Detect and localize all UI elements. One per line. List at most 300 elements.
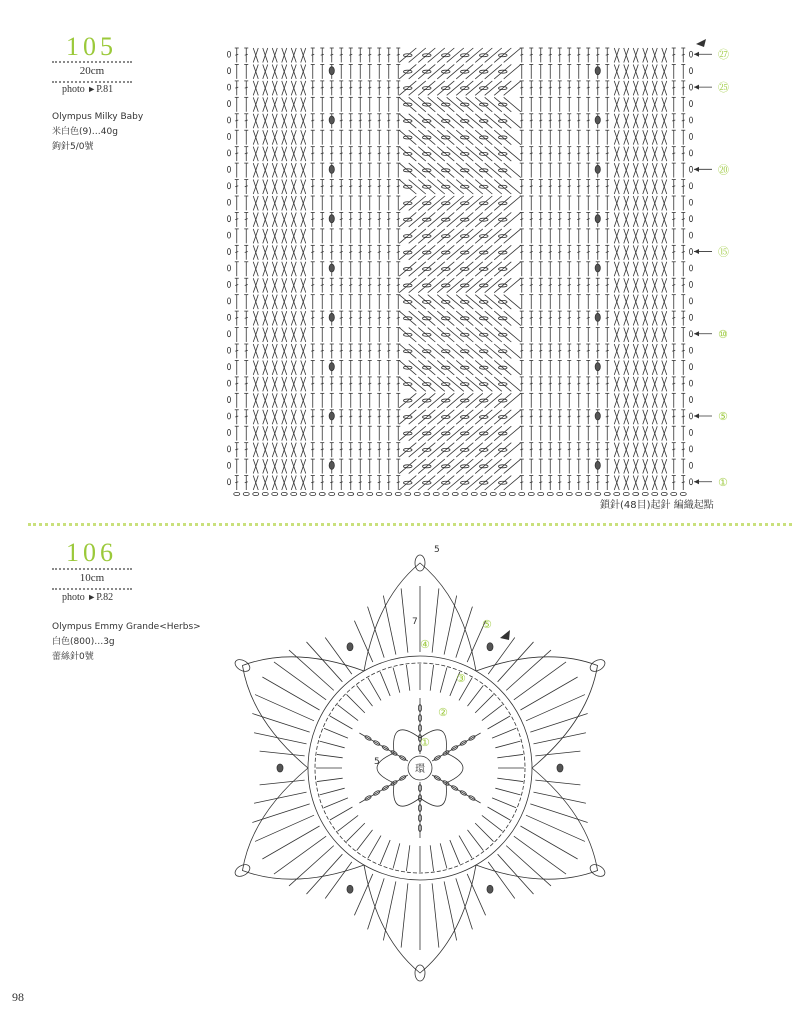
cable-stitch xyxy=(494,426,511,440)
row-arrowhead xyxy=(694,331,699,336)
cable-stitch xyxy=(428,278,445,292)
cable-stitch xyxy=(466,48,483,62)
double-crochet-mark xyxy=(387,153,390,154)
double-crochet-mark xyxy=(596,350,599,351)
double-crochet-mark xyxy=(387,186,390,187)
double-crochet xyxy=(368,878,385,929)
double-crochet-mark xyxy=(568,252,571,253)
pattern-105-chart xyxy=(226,38,746,504)
double-crochet-mark xyxy=(321,120,324,121)
double-crochet-mark xyxy=(558,153,561,154)
double-crochet xyxy=(535,751,580,756)
double-crochet-mark xyxy=(539,350,542,351)
double-crochet-mark xyxy=(682,120,685,121)
turning-chain xyxy=(227,479,230,485)
cable-stitch xyxy=(504,212,521,226)
cable-stitch xyxy=(409,212,426,226)
double-crochet-mark xyxy=(558,416,561,417)
double-crochet-mark xyxy=(539,317,542,318)
double-crochet-mark xyxy=(235,186,238,187)
cable-stitch xyxy=(456,476,473,490)
cable-stitch xyxy=(475,360,492,374)
double-crochet-mark xyxy=(549,153,552,154)
double-crochet-mark xyxy=(368,87,371,88)
round-label: ③ xyxy=(456,672,466,685)
cable-stitch xyxy=(456,410,473,424)
cable-stitch xyxy=(504,245,521,259)
double-crochet-mark xyxy=(397,153,400,154)
cable-stitch xyxy=(466,114,483,128)
double-crochet-mark xyxy=(587,219,590,220)
cable-stitch xyxy=(418,97,435,111)
double-crochet-mark xyxy=(520,482,523,483)
double-crochet-mark xyxy=(558,120,561,121)
double-crochet-mark xyxy=(672,383,675,384)
cable-stitch xyxy=(494,245,511,259)
cable-stitch xyxy=(409,48,426,62)
double-crochet xyxy=(492,798,516,808)
double-crochet xyxy=(317,754,343,757)
double-crochet-mark xyxy=(520,186,523,187)
double-crochet-mark xyxy=(368,416,371,417)
cable-stitch xyxy=(456,459,473,473)
double-crochet-mark xyxy=(587,482,590,483)
bobble-stitch xyxy=(329,67,334,75)
bobble-stitch xyxy=(595,363,600,371)
double-crochet-mark xyxy=(340,482,343,483)
cable-stitch xyxy=(475,393,492,407)
header-dotted-line xyxy=(52,568,132,570)
cable-stitch xyxy=(504,196,521,210)
double-crochet-mark xyxy=(245,482,248,483)
double-crochet-mark xyxy=(577,252,580,253)
double-crochet-mark xyxy=(520,87,523,88)
cable-stitch xyxy=(466,476,483,490)
cable-stitch xyxy=(466,180,483,194)
double-crochet-mark xyxy=(587,317,590,318)
end-marker-icon xyxy=(696,39,706,47)
arrow-right-icon: ► xyxy=(87,84,97,94)
cable-stitch xyxy=(399,377,416,391)
yarn-name: Olympus Emmy Grande<Herbs> xyxy=(52,622,201,632)
turning-chain xyxy=(689,397,692,403)
spoke-stitch xyxy=(432,733,480,761)
double-crochet-mark xyxy=(539,219,542,220)
double-crochet-mark xyxy=(311,120,314,121)
double-crochet-mark xyxy=(311,317,314,318)
double-crochet-mark xyxy=(549,219,552,220)
double-crochet-mark xyxy=(577,54,580,55)
cable-stitch xyxy=(475,114,492,128)
cable-stitch xyxy=(428,377,445,391)
cable-stitch xyxy=(485,229,502,243)
cable-stitch xyxy=(466,393,483,407)
double-crochet-mark xyxy=(682,54,685,55)
double-crochet-mark xyxy=(235,383,238,384)
double-crochet-mark xyxy=(682,482,685,483)
turning-chain xyxy=(227,68,230,74)
double-crochet-mark xyxy=(606,252,609,253)
double-crochet-mark xyxy=(596,449,599,450)
double-crochet-mark xyxy=(311,284,314,285)
double-crochet-mark xyxy=(368,252,371,253)
double-crochet xyxy=(337,815,358,831)
double-crochet-mark xyxy=(577,350,580,351)
double-crochet-mark xyxy=(235,153,238,154)
double-crochet-mark xyxy=(520,153,523,154)
cable-stitch xyxy=(494,393,511,407)
double-crochet-mark xyxy=(311,219,314,220)
double-crochet-mark xyxy=(549,416,552,417)
photo-page: P.81 xyxy=(96,84,114,95)
cable-stitch xyxy=(447,48,464,62)
cable-stitch xyxy=(428,245,445,259)
cable-stitch xyxy=(437,360,454,374)
double-crochet-mark xyxy=(340,87,343,88)
cable-stitch xyxy=(418,180,435,194)
cable-stitch xyxy=(456,393,473,407)
cable-stitch xyxy=(485,393,502,407)
cable-stitch xyxy=(399,147,416,161)
cable-stitch xyxy=(466,130,483,144)
double-crochet-mark xyxy=(387,87,390,88)
turning-chain xyxy=(689,199,692,205)
double-crochet-mark xyxy=(359,219,362,220)
bobble-stitch xyxy=(329,461,334,469)
double-crochet-mark xyxy=(387,317,390,318)
cable-stitch xyxy=(399,295,416,309)
double-crochet-mark xyxy=(568,120,571,121)
double-crochet xyxy=(444,881,457,940)
cable-stitch xyxy=(466,459,483,473)
cable-stitch xyxy=(466,278,483,292)
cable-stitch xyxy=(399,212,416,226)
turning-chain xyxy=(227,166,230,172)
cable-stitch xyxy=(447,180,464,194)
double-crochet-mark xyxy=(558,482,561,483)
double-crochet-mark xyxy=(558,317,561,318)
double-crochet-mark xyxy=(549,87,552,88)
double-crochet-mark xyxy=(330,284,333,285)
double-crochet xyxy=(346,694,364,712)
double-crochet-mark xyxy=(340,186,343,187)
double-crochet-mark xyxy=(596,186,599,187)
cable-stitch xyxy=(418,278,435,292)
double-crochet-mark xyxy=(321,87,324,88)
cable-stitch xyxy=(428,393,445,407)
cable-stitch xyxy=(456,97,473,111)
double-crochet xyxy=(393,668,400,693)
double-crochet-mark xyxy=(682,252,685,253)
cable-stitch xyxy=(418,245,435,259)
double-crochet-mark xyxy=(359,482,362,483)
double-crochet-mark xyxy=(539,416,542,417)
cable-stitch xyxy=(418,196,435,210)
cable-stitch xyxy=(409,180,426,194)
double-crochet-mark xyxy=(245,186,248,187)
turning-chain xyxy=(689,380,692,386)
double-crochet-mark xyxy=(539,252,542,253)
cable-stitch xyxy=(409,311,426,325)
cable-stitch xyxy=(475,180,492,194)
cable-stitch xyxy=(399,97,416,111)
double-crochet-mark xyxy=(577,449,580,450)
double-crochet-mark xyxy=(378,219,381,220)
double-crochet xyxy=(260,780,305,785)
double-crochet-mark xyxy=(587,54,590,55)
double-crochet-mark xyxy=(606,219,609,220)
cable-stitch xyxy=(475,245,492,259)
cable-stitch xyxy=(409,426,426,440)
double-crochet xyxy=(482,705,503,721)
double-crochet-mark xyxy=(606,383,609,384)
double-crochet-mark xyxy=(520,350,523,351)
arrow-right-icon: ► xyxy=(87,592,97,602)
pattern-105-caption: 鎖針(48目)起針 編織起點 xyxy=(600,500,714,511)
cable-stitch xyxy=(485,295,502,309)
cable-stitch xyxy=(494,163,511,177)
double-crochet-mark xyxy=(340,120,343,121)
cable-stitch xyxy=(437,377,454,391)
double-crochet-mark xyxy=(672,186,675,187)
double-crochet-mark xyxy=(378,317,381,318)
cable-stitch xyxy=(437,114,454,128)
double-crochet-mark xyxy=(577,383,580,384)
cable-stitch xyxy=(428,130,445,144)
double-crochet-mark xyxy=(349,153,352,154)
cable-stitch xyxy=(409,163,426,177)
cable-stitch xyxy=(504,114,521,128)
bobble-stitch xyxy=(595,264,600,272)
double-crochet-mark xyxy=(606,153,609,154)
double-crochet-mark xyxy=(330,482,333,483)
double-crochet xyxy=(393,843,400,868)
double-crochet-mark xyxy=(368,54,371,55)
cable-stitch xyxy=(428,81,445,95)
double-crochet-mark xyxy=(311,383,314,384)
double-crochet-mark xyxy=(530,219,533,220)
cable-stitch xyxy=(456,180,473,194)
cable-stitch xyxy=(504,278,521,292)
double-crochet-mark xyxy=(672,482,675,483)
cable-stitch xyxy=(494,344,511,358)
cable-stitch xyxy=(437,64,454,78)
cable-stitch xyxy=(494,114,511,128)
double-crochet xyxy=(324,798,348,808)
cable-stitch xyxy=(437,328,454,342)
cable-stitch xyxy=(475,81,492,95)
double-crochet xyxy=(330,807,353,820)
cable-stitch xyxy=(428,344,445,358)
double-crochet-mark xyxy=(568,416,571,417)
double-crochet-mark xyxy=(596,87,599,88)
double-crochet-mark xyxy=(577,284,580,285)
cable-stitch xyxy=(409,97,426,111)
cable-stitch xyxy=(399,180,416,194)
cable-stitch xyxy=(409,377,426,391)
double-crochet-mark xyxy=(549,482,552,483)
cable-stitch xyxy=(456,163,473,177)
double-crochet xyxy=(383,596,396,655)
double-crochet xyxy=(456,878,473,929)
turning-chain xyxy=(227,413,230,419)
double-crochet-mark xyxy=(587,383,590,384)
double-crochet-mark xyxy=(340,284,343,285)
cable-stitch xyxy=(447,295,464,309)
double-crochet-mark xyxy=(568,284,571,285)
cable-stitch xyxy=(399,64,416,78)
cable-stitch xyxy=(456,311,473,325)
round-label: ④ xyxy=(420,638,430,651)
bobble-stitch xyxy=(329,165,334,173)
double-crochet-mark xyxy=(340,153,343,154)
turning-chain xyxy=(227,133,230,139)
double-crochet-mark xyxy=(359,383,362,384)
cable-stitch xyxy=(418,212,435,226)
cable-stitch xyxy=(399,443,416,457)
cable-stitch xyxy=(428,147,445,161)
double-crochet xyxy=(254,792,306,803)
cable-stitch xyxy=(475,426,492,440)
header-dotted-line xyxy=(52,61,132,63)
double-crochet-mark xyxy=(321,252,324,253)
bobble-stitch xyxy=(347,885,353,893)
page-number: 98 xyxy=(12,990,24,1004)
cable-stitch xyxy=(466,262,483,276)
cable-stitch xyxy=(437,344,454,358)
cable-stitch xyxy=(475,97,492,111)
double-crochet-mark xyxy=(321,449,324,450)
cable-stitch xyxy=(475,212,492,226)
double-crochet-mark xyxy=(596,252,599,253)
cable-stitch xyxy=(409,360,426,374)
double-crochet-mark xyxy=(549,284,552,285)
cable-stitch xyxy=(447,64,464,78)
cable-stitch xyxy=(399,130,416,144)
double-crochet-mark xyxy=(577,186,580,187)
double-crochet xyxy=(325,638,352,675)
double-crochet-mark xyxy=(587,350,590,351)
double-crochet-mark xyxy=(311,252,314,253)
double-crochet-mark xyxy=(606,449,609,450)
double-crochet-mark xyxy=(549,350,552,351)
double-crochet xyxy=(254,733,306,744)
cable-stitch xyxy=(447,163,464,177)
cable-stitch xyxy=(409,130,426,144)
cable-stitch xyxy=(399,344,416,358)
cable-stitch xyxy=(418,311,435,325)
cable-stitch xyxy=(456,229,473,243)
double-crochet-mark xyxy=(530,120,533,121)
cable-stitch xyxy=(437,147,454,161)
row-label: ㉗ xyxy=(718,48,729,62)
cable-stitch xyxy=(447,426,464,440)
cable-stitch xyxy=(409,476,426,490)
double-crochet-mark xyxy=(520,252,523,253)
double-crochet xyxy=(354,874,372,915)
cable-stitch xyxy=(418,48,435,62)
turning-chain xyxy=(689,347,692,353)
double-crochet-mark xyxy=(349,482,352,483)
cable-stitch xyxy=(437,180,454,194)
cable-stitch xyxy=(485,114,502,128)
cable-stitch xyxy=(485,81,502,95)
section-divider xyxy=(28,523,792,526)
cable-stitch xyxy=(437,476,454,490)
double-crochet-mark xyxy=(520,416,523,417)
double-crochet-mark xyxy=(245,350,248,351)
cable-stitch xyxy=(456,377,473,391)
cable-stitch xyxy=(485,278,502,292)
cable-stitch xyxy=(456,262,473,276)
chain-arc xyxy=(394,783,420,806)
double-crochet-mark xyxy=(520,120,523,121)
double-crochet-mark xyxy=(368,482,371,483)
double-crochet-mark xyxy=(245,219,248,220)
cable-stitch xyxy=(418,163,435,177)
cable-stitch xyxy=(485,443,502,457)
double-crochet-mark xyxy=(549,120,552,121)
cable-stitch xyxy=(475,344,492,358)
double-crochet xyxy=(533,733,585,744)
cable-stitch xyxy=(466,377,483,391)
double-crochet-mark xyxy=(349,383,352,384)
cable-stitch xyxy=(485,311,502,325)
cable-stitch xyxy=(428,360,445,374)
double-crochet-mark xyxy=(378,120,381,121)
double-crochet xyxy=(475,694,493,712)
cable-stitch xyxy=(418,262,435,276)
turning-chain xyxy=(227,51,230,57)
turning-chain xyxy=(689,150,692,156)
cable-stitch xyxy=(418,476,435,490)
double-crochet-mark xyxy=(587,120,590,121)
double-crochet-mark xyxy=(387,482,390,483)
double-crochet-mark xyxy=(311,482,314,483)
double-crochet-mark xyxy=(587,186,590,187)
double-crochet xyxy=(346,823,364,841)
chain-arc xyxy=(446,753,463,783)
cable-stitch xyxy=(466,328,483,342)
double-crochet xyxy=(401,588,408,652)
cable-stitch xyxy=(475,48,492,62)
cable-stitch xyxy=(418,81,435,95)
double-crochet xyxy=(492,728,516,738)
double-crochet-mark xyxy=(340,317,343,318)
double-crochet xyxy=(440,668,447,693)
turning-chain xyxy=(689,68,692,74)
cable-stitch xyxy=(447,81,464,95)
double-crochet-mark xyxy=(539,54,542,55)
cable-stitch xyxy=(399,48,416,62)
cable-stitch xyxy=(485,262,502,276)
cable-stitch xyxy=(437,245,454,259)
double-crochet-mark xyxy=(672,54,675,55)
double-crochet-mark xyxy=(311,449,314,450)
double-crochet-mark xyxy=(530,87,533,88)
pattern-106-photo-ref xyxy=(62,592,113,603)
cable-stitch xyxy=(494,443,511,457)
cable-stitch xyxy=(504,163,521,177)
cable-stitch xyxy=(466,64,483,78)
double-crochet-mark xyxy=(378,449,381,450)
double-crochet-mark xyxy=(340,416,343,417)
double-crochet-mark xyxy=(577,219,580,220)
cable-stitch xyxy=(428,212,445,226)
cable-stitch xyxy=(466,147,483,161)
double-crochet xyxy=(354,621,372,662)
double-crochet-mark xyxy=(558,383,561,384)
